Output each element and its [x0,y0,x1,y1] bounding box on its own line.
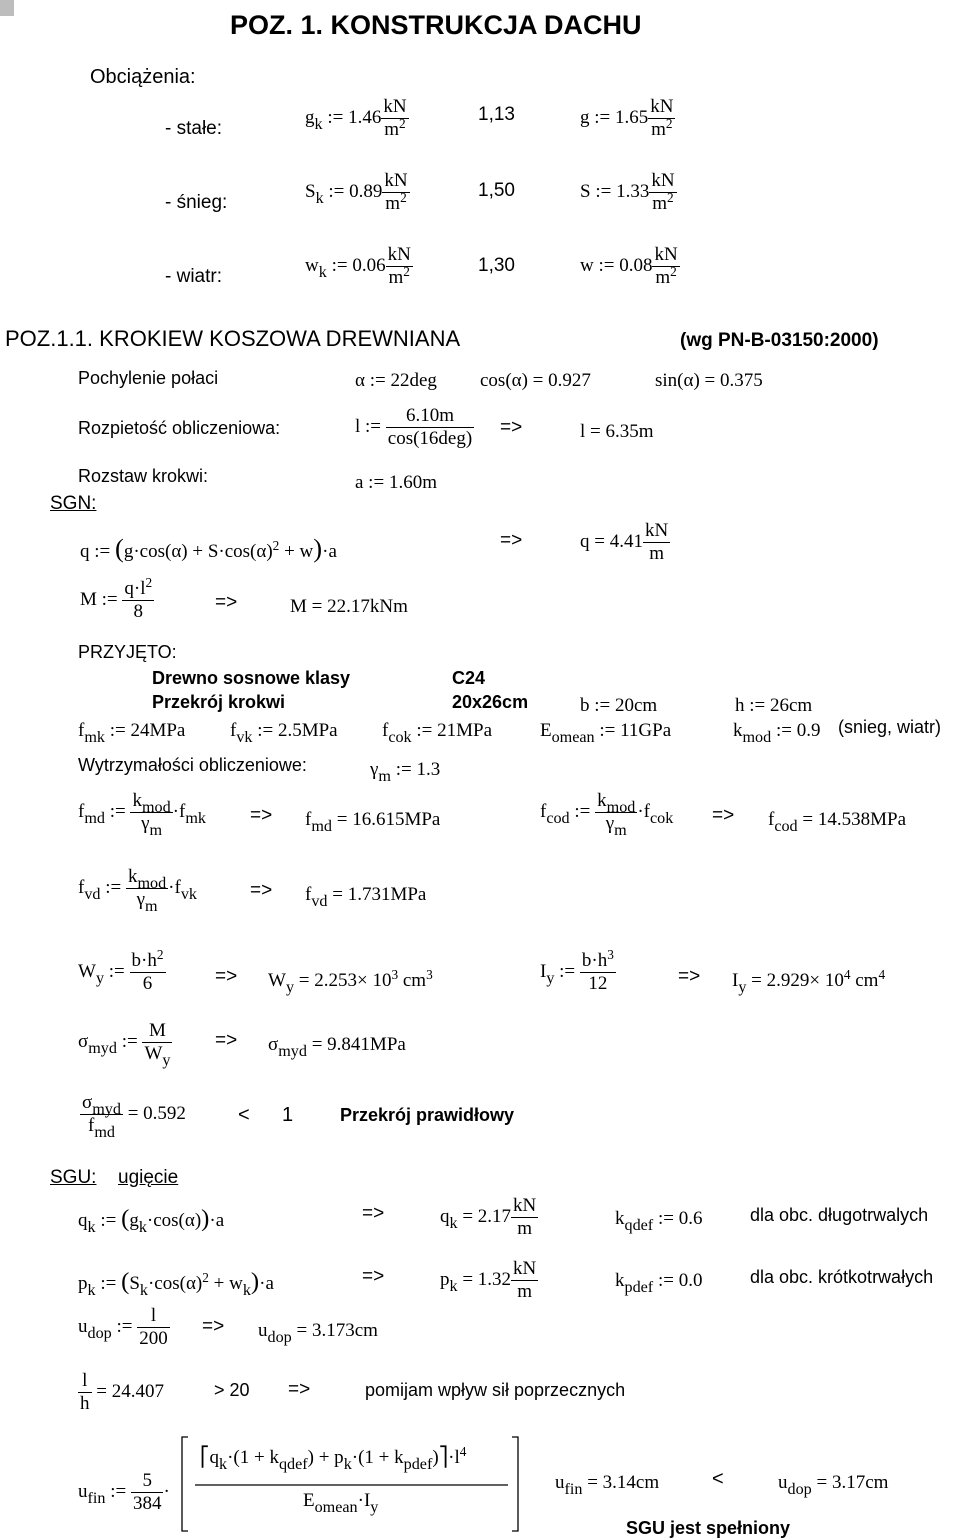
load-label-wind: - wiatr: [165,266,222,287]
kqdef-value: $k_{qdef}$ := 0.6 [615,1208,703,1234]
fcok-value: $f_{cok}$ := 21MPa [382,720,493,746]
M-formula: M := $\frac{q\cdot l^2}{8}$ [80,574,153,622]
alpha-def: α := 22deg [355,370,437,391]
udop-formula: $u_{dop}$ := $\frac{l}{200}$ [78,1305,168,1349]
kqdef-note: dla obc. długotrwalych [750,1205,929,1225]
less-sign: < [712,1468,724,1490]
l-over-h: $\frac{l}{h}$ = 24.407 [80,1370,164,1414]
arrow: => [288,1379,311,1400]
arrow: => [362,1266,385,1287]
fvd-result: $f_{vd} = 1.731MPa$ [305,884,427,910]
kpdef-note: dla obc. krótkotrwałych [750,1267,934,1287]
sgu-verdict: SGU jest spełniony [626,1518,791,1538]
strength-label: Wytrzymałości obliczeniowe: [78,755,307,775]
fmk-value: $f_{mk}$ := 24MPa [78,720,186,746]
fcod-formula: $f_{cod}$ := $k_{mod}$ $\gamma_m$ $\cdot f_{cok}$ [540,790,674,839]
factor-snow: 1,50 [478,180,515,201]
span-label: Rozpietość obliczeniowa: [78,418,281,438]
load-w: w := 0.08 $\frac{kN}{m^2}$ [580,244,678,288]
wood-label: Drewno sosnowe klasy [152,668,351,688]
Wy-result: $W_y = 2.253\times 10^3$ $cm^3$ [268,966,433,996]
load-wk: $w_k$ := 0.06 $\frac{kN}{m^2}$ [305,244,411,288]
shear-note: pomijam wpływ sił poprzecznych [365,1380,626,1400]
ratio-check: $\sigma_{myd}$ $f_{md}$ = 0.592 [82,1092,186,1141]
section-title: POZ.1.1. KROKIEW KOSZOWA DREWNIANA [5,326,461,351]
norm-reference: (wg PN-B-03150:2000) [680,330,879,351]
qk-formula: $q_k$ := $(g_k\cdot\cos(\alpha))\cdot a$ [78,1205,225,1236]
arrow: => [712,805,735,826]
Iy-formula: $I_y$ := $\frac{b\cdot h^3}{12}$ [540,946,614,994]
fmd-formula: $f_{md}$ := $k_{mod}$ $\gamma_m$ $\cdot f_{mk}$ [78,790,206,839]
loads-heading: Obciążenia: [90,66,196,88]
h-value: h := 26cm [735,695,813,716]
load-Sk: $S_k$ := 0.89 $\frac{kN}{m^2}$ [305,170,408,214]
ufin-numerator: $⎡q_k\cdot(1 + k_{qdef}) + p_k\cdot(1$ + $k_{pdef})⎤\cdot l^4$ [200,1443,467,1473]
arrow: => [215,592,238,613]
arrow: => [215,1030,238,1051]
arrow: => [215,966,238,987]
page-title: POZ. 1. KONSTRUKCJA DACHU [230,10,642,40]
Wy-formula: $W_y$ := $\frac{b\cdot h^2}{6}$ [78,946,164,994]
fcod-result: $f_{cod} = 14.538MPa$ [768,809,907,835]
Eomean-value: $E_{omean}$ := 11GPa [540,720,672,746]
Iy-result: $I_y = 2.929\times 10^4$ $cm^4$ [732,966,886,996]
b-value: b := 20cm [580,695,658,716]
arrow: => [678,966,701,987]
wood-class: C24 [452,668,486,688]
span-result: l = 6.35m [580,421,654,442]
spacing-value: a := 1.60m [355,472,437,493]
factor-dead: 1,13 [478,104,515,125]
ufin-label: $u_{fin}$ := $\frac{5}{384}$ · [78,1470,170,1514]
arrow: => [202,1316,225,1337]
pk-formula: $p_k$ := $(S_k\cdot\cos(\alpha)^2 + w_k)\cdot a$ [78,1268,274,1299]
kmod-note: (snieg, wiatr) [838,717,942,737]
arrow: => [250,880,273,901]
kpdef-value: $k_{pdef}$ := 0.0 [615,1270,703,1296]
accepted-heading: PRZYJĘTO: [78,642,177,662]
factor-wind: 1,30 [478,255,515,276]
arrow: => [362,1203,385,1224]
section-label: Przekrój krokwi [152,692,286,712]
load-label-dead: - stałe: [165,118,223,139]
q-result: q = 4.41 $\frac{kN}{m}$ [580,520,669,564]
load-S: S := 1.33 $\frac{kN}{m^2}$ [580,170,675,214]
corner-mark [0,0,14,16]
sgu-label-deflection: ugięcie [118,1167,179,1188]
less-sign: < [238,1104,250,1126]
gt-20: > 20 [214,1380,250,1400]
fvd-formula: $f_{vd}$ := $k_{mod}$ $\gamma_m$ $\cdot f_{vk}$ [78,866,197,915]
kmod-value: $k_{mod}$ := 0.9 [733,720,821,746]
sgn-verdict: Przekrój prawidłowy [340,1105,515,1125]
sgu-label: SGU: [50,1167,97,1188]
qk-result: $q_k = 2.17$ $\frac{kN}{m}$ [440,1195,537,1239]
section-dim: 20x26cm [452,692,529,712]
ufin-result: $u_{fin} = 3.14cm$ [555,1472,660,1498]
slope-label: Pochylenie połaci [78,368,219,388]
cos-alpha: cos(α) = 0.927 [480,370,591,391]
udop-final: $u_{dop} = 3.17cm$ [778,1472,889,1498]
load-g: g := 1.65 $\frac{kN}{m^2}$ [580,96,674,140]
M-result: M = 22.17kNm [290,596,408,617]
load-gk: $g_k$ := 1.46 $\frac{kN}{m^2}$ [305,96,407,140]
q-formula: q := $(g\cdot\cos(\alpha) + S\cdot\cos(\alpha)^2 + w)\cdot a$ [80,533,337,563]
ufin-denominator: $E_{omean}\cdot I_y$ [303,1490,379,1516]
sin-alpha: sin(α) = 0.375 [655,370,763,391]
arrow: => [250,805,273,826]
gamma-m: $\gamma_m$ := 1.3 [370,759,441,785]
sgn-label: SGN: [50,493,97,514]
one-value: 1 [282,1104,294,1126]
udop-result: $u_{dop} = 3.173cm$ [258,1320,378,1346]
sigma-result: $\sigma_{myd} = 9.841MPa$ [268,1034,406,1060]
sigma-formula: $\sigma_{myd}$ := $\frac{M}{W_y}$ [78,1020,171,1069]
fvk-value: $f_{vk}$ := 2.5MPa [230,720,338,746]
pk-result: $p_k = 1.32$ $\frac{kN}{m}$ [440,1258,537,1302]
fmd-result: $f_{md} = 16.615MPa$ [305,809,441,835]
spacing-label: Rozstaw krokwi: [78,466,209,486]
arrow: => [500,417,523,438]
span-formula: l := 6.10m cos(16deg) [355,405,473,449]
load-label-snow: - śnieg: [165,192,228,213]
arrow: => [500,530,523,551]
